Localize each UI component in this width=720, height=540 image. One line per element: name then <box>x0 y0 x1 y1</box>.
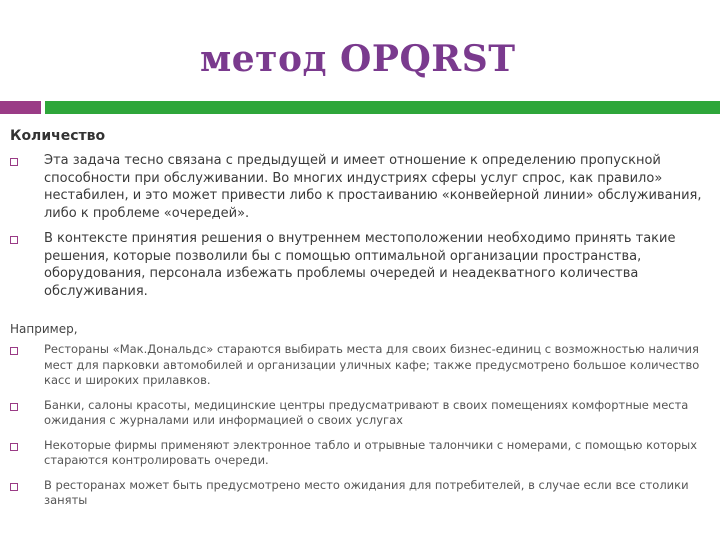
list-item <box>10 398 708 429</box>
square-bullet-icon <box>10 158 18 166</box>
list-item <box>10 478 708 509</box>
square-bullet-icon <box>10 236 18 244</box>
example-intro: Например, <box>10 322 78 336</box>
slide-title: метод OPQRST <box>200 38 516 80</box>
list-item <box>10 230 708 300</box>
list-item <box>10 342 708 389</box>
square-bullet-icon <box>10 443 18 451</box>
list-item-text: Некоторые фирмы применяют электронное табло и отрывные талончики с номерами, с помощью которых стараются контролировать очереди. <box>44 437 698 467</box>
square-bullet-icon <box>10 483 18 491</box>
accent-bar-left <box>0 101 41 114</box>
list-item-text: В ресторанах может быть предусмотрено место ожидания для потребителей, в случае если все столики заняты <box>44 477 689 507</box>
list-item <box>10 438 708 469</box>
slide-content <box>10 128 708 518</box>
accent-bar-right <box>45 101 720 114</box>
list-item <box>10 152 708 222</box>
list-item-text: Эта задача тесно связана с предыдущей и имеет отношение к определению пропускной способности при обслуживании. Во многих индустриях сферы услуг спрос, как правило» нестабилен, и это может привести либо к простаиванию «конвейерной линии» обслуживания, либо к проблеме «очередей». <box>44 153 702 221</box>
list-item-text: В контексте принятия решения о внутреннем местоположении необходимо принять такие решения, которые позволили бы с помощью оптимальной организации пространства, оборудования, персонала избежать проблемы очередей и неадекватного количества обслуживания. <box>44 231 676 299</box>
list-item-text: Рестораны «Мак.Дональдс» стараются выбирать места для своих бизнес-единиц с возможностью наличия мест для парковки автомобилей и организации уличных кафе; также предусмотрено большое количество касс и широких прилавков. <box>44 342 700 387</box>
square-bullet-icon <box>10 403 18 411</box>
main-bullet-list <box>10 152 708 300</box>
example-bullet-list <box>10 342 708 509</box>
section-heading: Количество <box>10 128 106 144</box>
square-bullet-icon <box>10 347 18 355</box>
list-item-text: Банки, салоны красоты, медицинские центры предусматривают в своих помещениях комфортные места ожидания с журналами или информацией о своих услугах <box>44 397 689 427</box>
